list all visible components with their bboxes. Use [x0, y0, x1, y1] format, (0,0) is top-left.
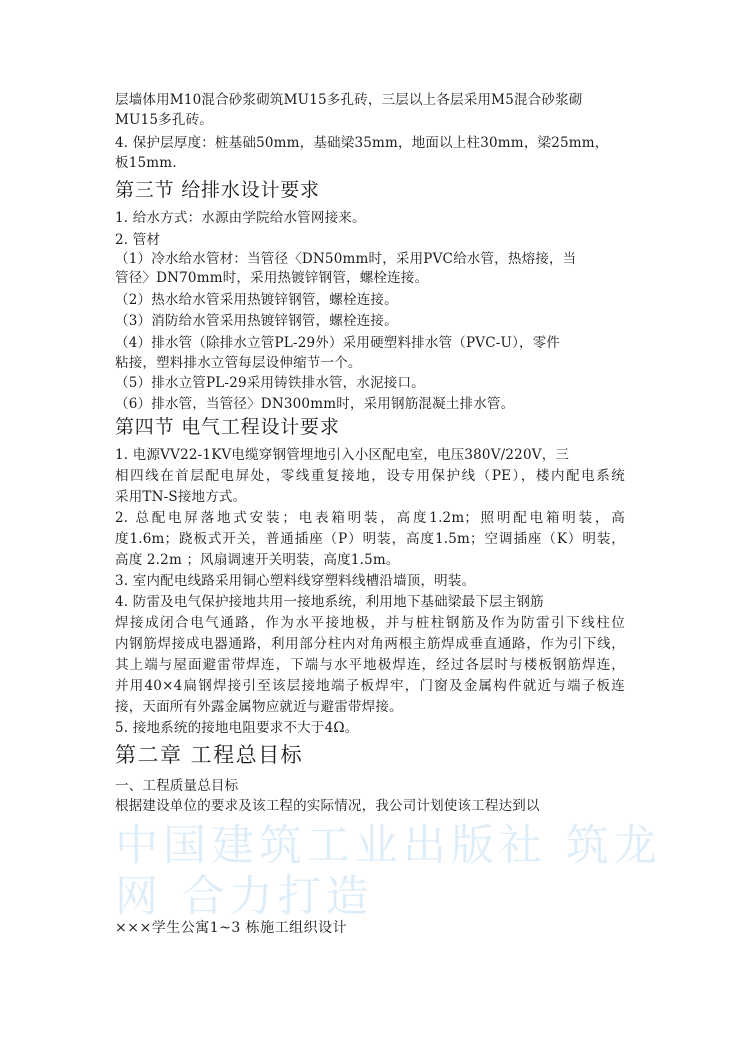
chapter-heading: 第二章 工程总目标	[115, 743, 304, 767]
paragraph-line: （5）排水立管PL-29采用铸铁排水管，水泥接口。	[115, 375, 425, 391]
paragraph-line: （1）冷水给水管材：当管径〈DN50mm时，采用PVC给水管，热熔接，当	[115, 251, 577, 267]
paragraph-line: 2. 管材	[115, 232, 161, 248]
paragraph-line: 层墙体用M10混合砂浆砌筑MU15多孔砖，三层以上各层采用M5混合砂浆砌	[115, 92, 583, 108]
paragraph-line: 焊接成闭合电气通路，作为水平接地极，并与桩柱钢筋及作为防雷引下线柱位	[115, 615, 625, 631]
paragraph-line: 1. 电源VV22-1KV电缆穿钢管埋地引入小区配电室，电压380V/220V，三	[115, 447, 570, 463]
paragraph-line: 5. 接地系统的接地电阻要求不大于4Ω。	[115, 720, 359, 736]
paragraph-line: 其上端与屋面避雷带焊连，下端与水平地极焊连，经过各层时与楼板钢筋焊连，	[115, 657, 625, 673]
paragraph-line: 一、工程质量总目标	[115, 778, 239, 794]
document-footer-title: ×××学生公寓1~3 栋施工组织设计	[115, 920, 348, 936]
paragraph-line: （3）消防给水管采用热镀锌钢管，螺栓连接。	[115, 313, 398, 329]
watermark-line-2: 网 合力打造	[115, 872, 374, 922]
paragraph-line: MU15多孔砖。	[115, 112, 213, 128]
paragraph-line: 接，天面所有外露金属物应就近与避雷带焊接。	[115, 699, 403, 715]
paragraph-line: （4）排水管（除排水立管PL-29外）采用硬塑料排水管（PVC-U），零件	[115, 335, 561, 351]
paragraph-line: （6）排水管，当管径〉DN300mm时，采用钢筋混凝土排水管。	[115, 396, 515, 412]
paragraph-line: 相四线在首层配电屏处，零线重复接地，设专用保护线（PE），楼内配电系统	[115, 468, 625, 484]
paragraph-line: 粘接，塑料排水立管每层设伸缩节一个。	[115, 355, 362, 371]
paragraph-line: 3. 室内配电线路采用铜心塑料线穿塑料线槽沿墙顶，明装。	[115, 573, 476, 589]
paragraph-line: 采用TN-S接地方式。	[115, 489, 247, 505]
paragraph-line: 高度 2.2m ；风扇调速开关明装，高度1.5m。	[115, 552, 400, 568]
paragraph-line: 内钢筋焊接成电器通路，利用部分柱内对角两根主筋焊成垂直通路，作为引下线，	[115, 636, 625, 652]
paragraph-line: 管径〉DN70mm时，采用热镀锌钢管，螺栓连接。	[115, 270, 429, 286]
paragraph-line: 板15mm.	[115, 155, 177, 171]
section-heading-water: 第三节 给排水设计要求	[115, 179, 320, 201]
watermark-line-1: 中国建筑工业出版社 筑龙	[115, 821, 662, 871]
paragraph-line: 4. 防雷及电气保护接地共用一接地系统，利用地下基础梁最下层主钢筋	[115, 594, 544, 610]
paragraph-line: 1. 给水方式：水源由学院给水管网接来。	[115, 210, 366, 226]
paragraph-line: 根据建设单位的要求及该工程的实际情况，我公司计划使该工程达到以	[115, 798, 540, 814]
paragraph-line: 度1.6m；跷板式开关，普通插座（P）明装，高度1.5m；空调插座（K）明装，	[115, 531, 625, 547]
paragraph-line: 2. 总配电屏落地式安装；电表箱明装，高度1.2m；照明配电箱明装，高	[115, 510, 625, 526]
paragraph-line: 4. 保护层厚度：桩基础50mm，基础梁35mm，地面以上柱30mm，梁25mm，	[115, 135, 609, 151]
section-heading-electrical: 第四节 电气工程设计要求	[115, 416, 340, 438]
paragraph-line: （2）热水给水管采用热镀锌钢管，螺栓连接。	[115, 292, 398, 308]
paragraph-line: 并用40×4扁钢焊接引至该层接地端子板焊牢，门窗及金属构件就近与端子板连	[115, 678, 625, 694]
